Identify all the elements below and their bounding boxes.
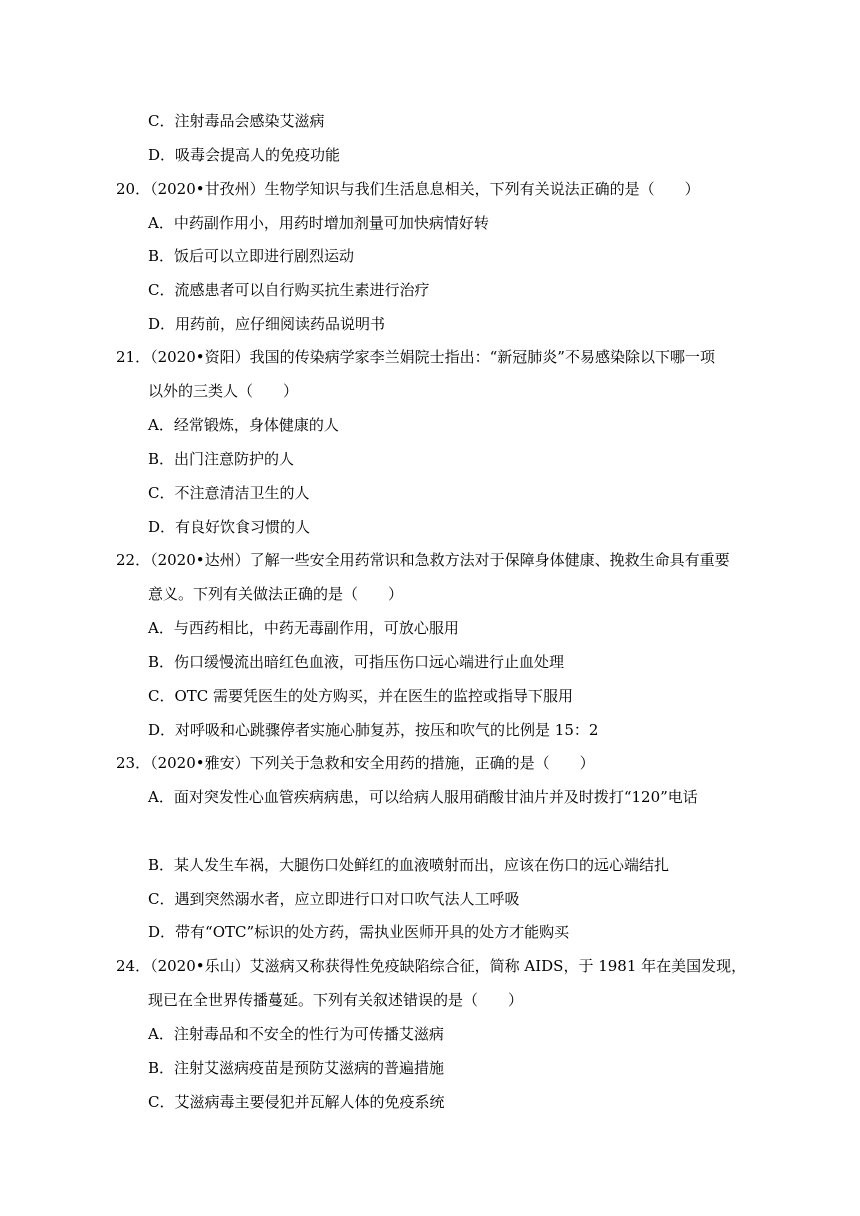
q20-option-d: D．用药前，应仔细阅读药品说明书 [148, 315, 386, 333]
q21-option-b: B．出门注意防护的人 [148, 450, 295, 468]
q23-option-d: D．带有“OTC”标识的处方药，需执业医师开具的处方才能购买 [148, 923, 570, 941]
q24-stem-cont: 现已在全世界传播蔓延。下列有关叙述错误的是（ ） [148, 991, 524, 1009]
q23-stem: 23．（2020•雅安）下列关于急救和安全用药的措施，正确的是（ ） [116, 754, 595, 772]
q22-stem-cont: 意义。下列有关做法正确的是（ ） [148, 585, 404, 603]
q24-option-a: A．注射毒品和不安全的性行为可传播艾滋病 [148, 1025, 444, 1043]
q19-option-d: D．吸毒会提高人的免疫功能 [148, 146, 341, 164]
q21-option-c: C．不注意清洁卫生的人 [148, 484, 310, 502]
q24-stem: 24．（2020•乐山）艾滋病又称获得性免疫缺陷综合征，简称 AIDS，于 1981 年在美国发现， [116, 957, 747, 975]
q21-stem: 21．（2020•资阳）我国的传染病学家李兰娟院士指出：“新冠肺炎”不易感染除以下哪一项 [116, 348, 715, 366]
q22-option-b: B．伤口缓慢流出暗红色血液，可指压伤口远心端进行止血处理 [148, 653, 565, 671]
q22-option-a: A．与西药相比，中药无毒副作用，可放心服用 [148, 619, 459, 637]
q23-option-a: A．面对突发性心血管疾病病患，可以给病人服用硝酸甘油片并及时拨打“120”电话 [148, 788, 698, 806]
q20-option-c: C．流感患者可以自行购买抗生素进行治疗 [148, 281, 430, 299]
q21-option-d: D．有良好饮食习惯的人 [148, 518, 311, 536]
q22-option-c: C．OTC 需要凭医生的处方购买，并在医生的监控或指导下服用 [148, 687, 574, 705]
q24-option-c: C．艾滋病毒主要侵犯并瓦解人体的免疫系统 [148, 1093, 445, 1111]
q21-stem-cont: 以外的三类人（ ） [148, 382, 299, 400]
q22-option-d: D．对呼吸和心跳骤停者实施心肺复苏，按压和吹气的比例是 15：2 [148, 721, 599, 739]
q23-option-c: C．遇到突然溺水者，应立即进行口对口吹气法人工呼吸 [148, 890, 520, 908]
q23-option-b: B．某人发生车祸，大腿伤口处鲜红的血液喷射而出，应该在伤口的远心端结扎 [148, 856, 670, 874]
q20-option-a: A．中药副作用小，用药时增加剂量可加快病情好转 [148, 214, 489, 232]
q24-option-b: B．注射艾滋病疫苗是预防艾滋病的普遍措施 [148, 1059, 445, 1077]
q20-option-b: B．饭后可以立即进行剧烈运动 [148, 247, 355, 265]
q22-stem: 22．（2020•达州）了解一些安全用药常识和急救方法对于保障身体健康、挽救生命具有重要 [116, 551, 730, 569]
q19-option-c: C．注射毒品会感染艾滋病 [148, 112, 325, 130]
q20-stem: 20．（2020•甘孜州）生物学知识与我们生活息息相关，下列有关说法正确的是（ ） [116, 180, 700, 198]
q21-option-a: A．经常锻炼，身体健康的人 [148, 416, 339, 434]
